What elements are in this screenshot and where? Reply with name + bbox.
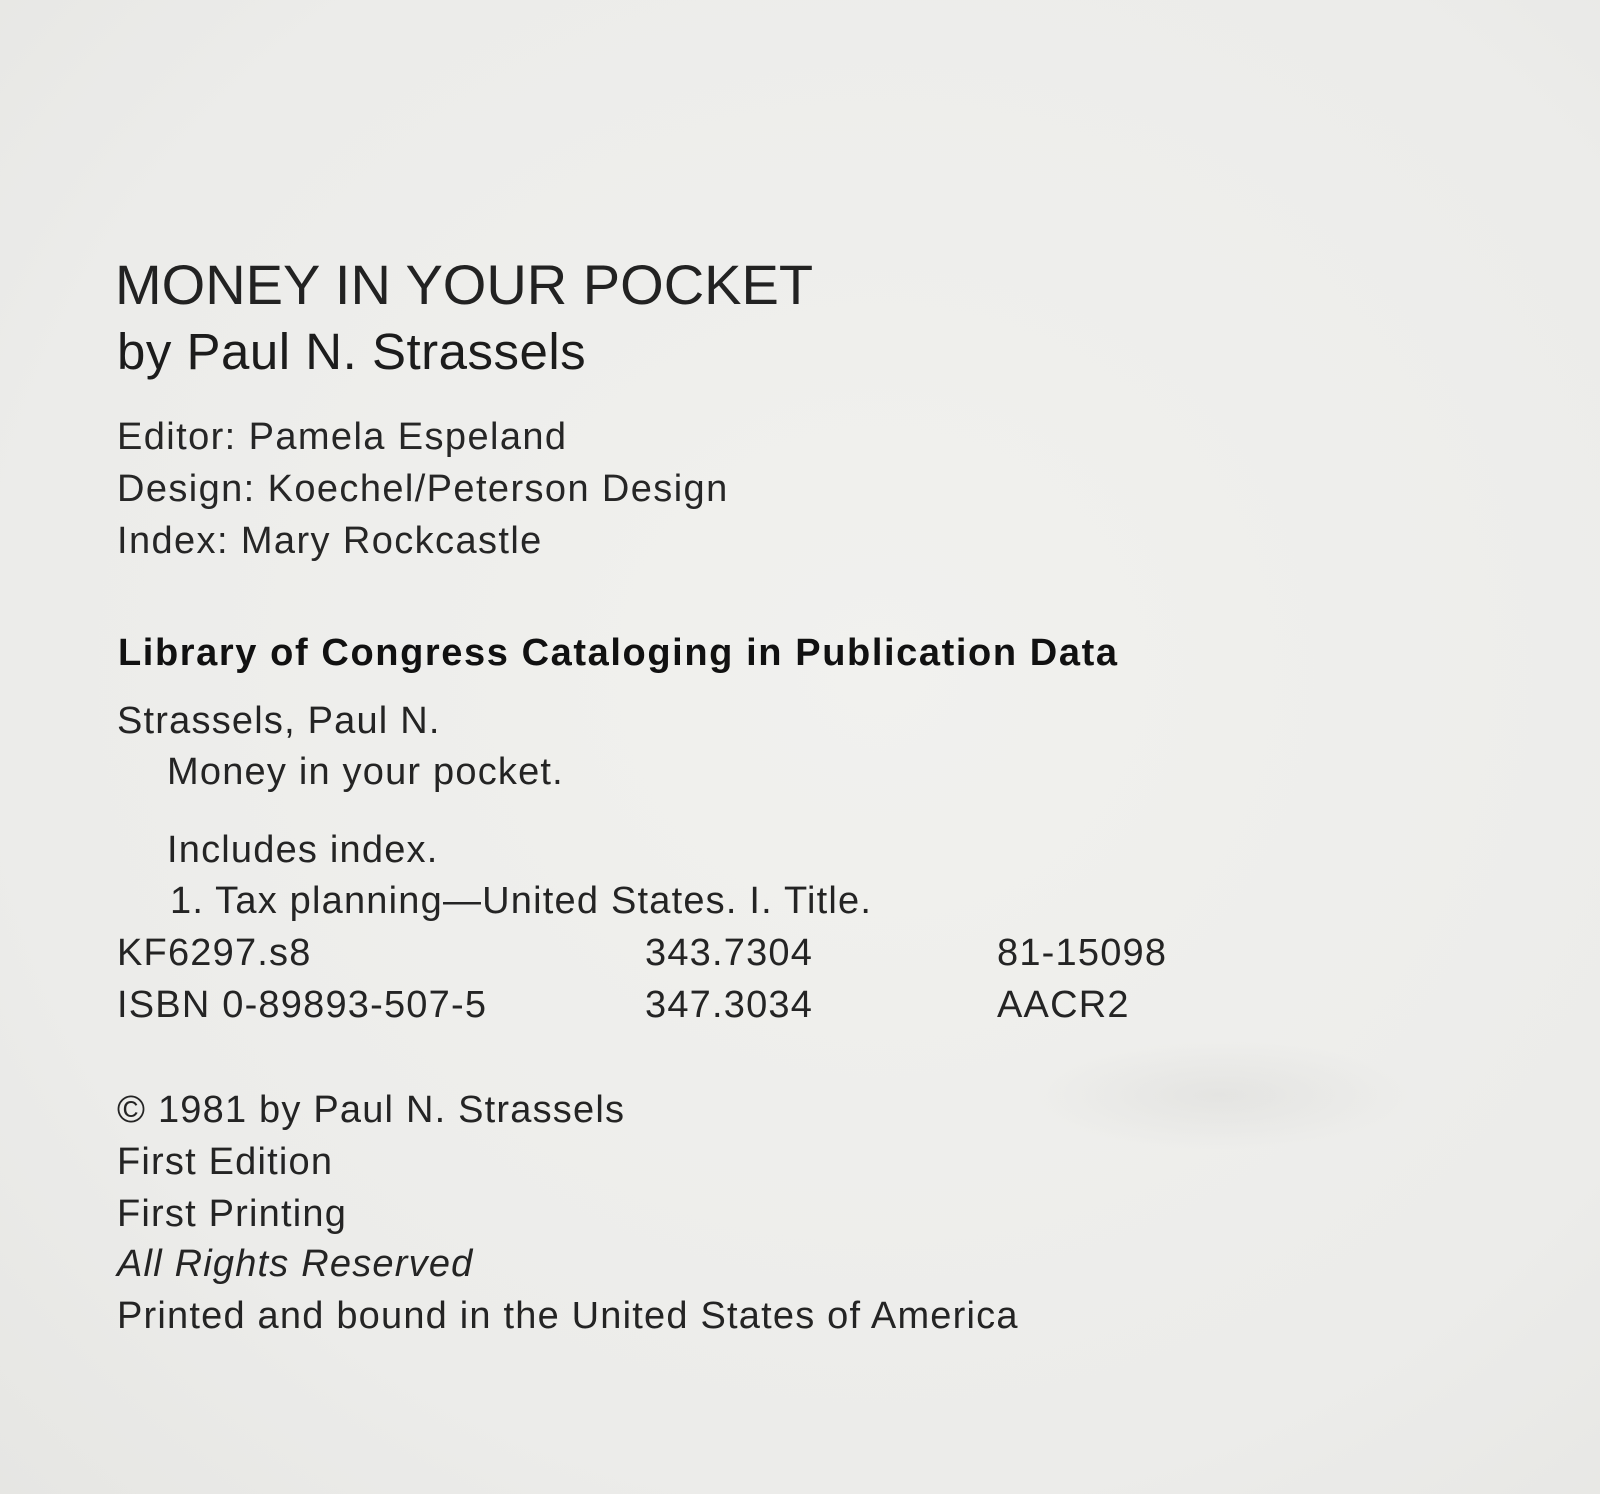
editor-credit: Editor: Pamela Espeland [117, 416, 568, 458]
cip-title-entry: Money in your pocket. [167, 751, 564, 793]
lc-call-number: KF6297.s8 [117, 932, 312, 974]
cip-note: Includes index. [167, 829, 439, 871]
dewey-number-2: 347.3034 [645, 984, 814, 1026]
cip-main-entry: Strassels, Paul N. [117, 700, 441, 742]
cip-subjects: 1. Tax planning—United States. I. Title. [170, 880, 873, 922]
book-author: by Paul N. Strassels [117, 323, 587, 380]
book-title: MONEY IN YOUR POCKET [115, 253, 814, 316]
dewey-number-1: 343.7304 [645, 932, 814, 974]
isbn: ISBN 0-89893-507-5 [117, 984, 488, 1026]
lccn: 81-15098 [997, 932, 1168, 974]
faint-bleed-through [1030, 1040, 1410, 1150]
printed-statement: Printed and bound in the United States of America [117, 1295, 1019, 1337]
cip-heading: Library of Congress Cataloging in Publication Data [118, 632, 1119, 674]
index-credit: Index: Mary Rockcastle [117, 520, 543, 562]
cataloging-rules: AACR2 [997, 984, 1130, 1026]
rights-statement: All Rights Reserved [117, 1243, 474, 1285]
copyright-notice: © 1981 by Paul N. Strassels [117, 1089, 626, 1131]
design-credit: Design: Koechel/Peterson Design [117, 468, 729, 510]
printing-statement: First Printing [117, 1193, 348, 1235]
edition-statement: First Edition [117, 1141, 334, 1183]
